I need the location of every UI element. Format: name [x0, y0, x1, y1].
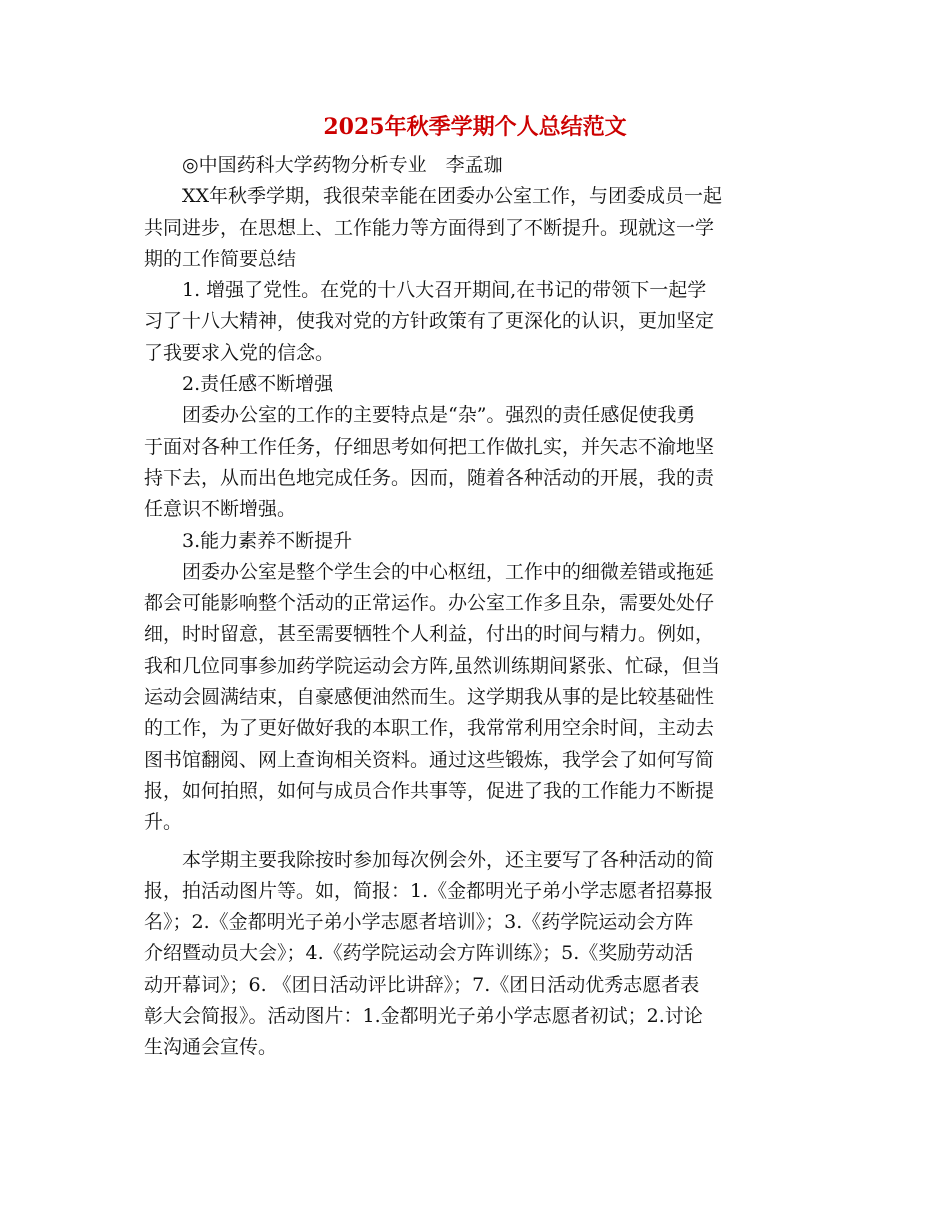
- section-heading: 3.能力素养不断提升: [182, 529, 353, 552]
- paragraph-line: 生沟通会宣传。: [144, 1036, 278, 1059]
- paragraph-line: 期的工作简要总结: [144, 247, 297, 270]
- paragraph-line: 介绍暨动员大会》；4.《药学院运动会方阵训练》；5.《奖励劳动活: [144, 942, 694, 965]
- paragraph-line: 我和几位同事参加药学院运动会方阵,虽然训练期间紧张、忙碌，但当: [144, 654, 721, 677]
- paragraph-line: 持下去，从而出色地完成任务。因而，随着各种活动的开展，我的责: [144, 466, 715, 489]
- paragraph-line: 运动会圆满结束，自豪感便油然而生。这学期我从事的是比较基础性: [144, 686, 715, 709]
- paragraph-line: 动开幕词》；6. 《团日活动评比讲辞》；7.《团日活动优秀志愿者表: [144, 973, 700, 996]
- paragraph-line: 细，时时留意，甚至需要牺牲个人利益，付出的时间与精力。例如，: [144, 623, 715, 646]
- paragraph-line: 的工作，为了更好做好我的本职工作，我常常利用空余时间，主动去: [144, 717, 715, 740]
- paragraph-line: 彰大会简报》。活动图片：1.金都明光子弟小学志愿者初试；2.讨论: [144, 1005, 703, 1028]
- paragraph-line: 图书馆翻阅、网上查询相关资料。通过这些锻炼，我学会了如何写简: [144, 748, 715, 771]
- paragraph-line: 共同进步，在思想上、工作能力等方面得到了不断提升。现就这一学: [144, 216, 715, 239]
- paragraph-line: 了我要求入党的信念。: [144, 341, 335, 364]
- paragraph-line: XX年秋季学期，我很荣幸能在团委办公室工作，与团委成员一起: [182, 185, 723, 208]
- document-title: 2025年秋季学期个人总结范文: [323, 114, 627, 140]
- paragraph-line: 1. 增强了党性。在党的十八大召开期间,在书记的带领下一起学: [182, 279, 707, 302]
- paragraph-line: 团委办公室的工作的主要特点是“杂”。强烈的责任感促使我勇: [182, 404, 696, 427]
- paragraph-line: 团委办公室是整个学生会的中心枢纽，工作中的细微差错或拖延: [182, 560, 715, 583]
- paragraph-line: 报，如何拍照，如何与成员合作共事等，促进了我的工作能力不断提: [144, 779, 715, 802]
- paragraph-line: 报，拍活动图片等。如，简报：1.《金都明光子弟小学志愿者招募报: [144, 879, 714, 902]
- paragraph-line: 名》；2.《金都明光子弟小学志愿者培训》；3.《药学院运动会方阵: [144, 911, 694, 934]
- paragraph-line: 习了十八大精神，使我对党的方针政策有了更深化的认识，更加坚定: [144, 310, 715, 333]
- document-body: [144, 150, 806, 1064]
- paragraph-line: 本学期主要我除按时参加每次例会外，还主要写了各种活动的简: [182, 848, 715, 871]
- paragraph-line: 任意识不断增强。: [144, 498, 297, 521]
- paragraph-line: 都会可能影响整个活动的正常运作。办公室工作多且杂，需要处处仔: [144, 592, 715, 615]
- section-heading: 2.责任感不断增强: [182, 373, 334, 396]
- paragraph-line: 于面对各种工作任务，仔细思考如何把工作做扎实，并矢志不渝地坚: [144, 435, 715, 458]
- author-byline: ◎中国药科大学药物分析专业 李孟珈: [182, 154, 503, 176]
- paragraph-line: 升。: [144, 811, 183, 834]
